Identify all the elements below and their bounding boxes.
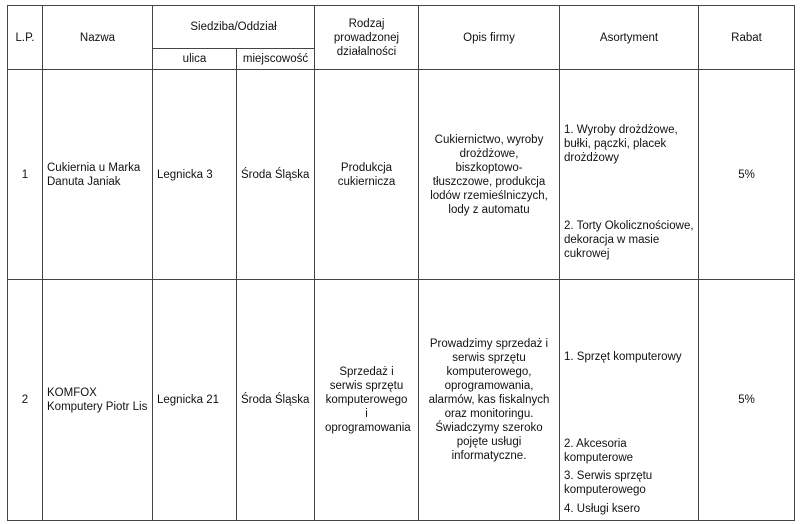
header-rabat: Rabat: [699, 6, 795, 70]
cell-opis-text: Cukiernictwo, wyroby drożdżowe, biszkoptowo-tłuszczowe, produkcja lodów rzemieślniczych, lody z automatu: [430, 133, 548, 216]
cell-rabat: 5%: [699, 280, 795, 521]
list-item: 4. Usługi ksero: [564, 503, 641, 515]
table-row: [8, 280, 795, 521]
header-siedziba: Siedziba/Oddział: [153, 6, 315, 49]
cell-ulica: Legnicka 21: [153, 280, 237, 521]
cell-opis: [419, 280, 560, 521]
header-asortyment: Asortyment: [560, 6, 699, 70]
cell-opis: [419, 70, 560, 280]
cell-rodzaj: [315, 70, 419, 280]
cell-lp: 1: [8, 70, 43, 280]
cell-rodzaj-text: Produkcja cukiernicza: [337, 161, 396, 188]
table-row: [8, 70, 795, 280]
cell-nazwa: KOMFOX Komputery Piotr Lis: [43, 280, 153, 521]
list-item: 3. Serwis sprzętu komputerowego: [564, 470, 653, 496]
header-ulica: ulica: [153, 49, 237, 70]
list-item: 1. Wyroby drożdżowe, bułki, pączki, placek drożdżowy: [564, 124, 678, 164]
header-opis: Opis firmy: [419, 6, 560, 70]
companies-table: [7, 5, 795, 521]
cell-asortyment: [560, 280, 699, 521]
list-item: 2. Torty Okolicznościowe, dekoracja w masie cukrowej: [564, 220, 694, 260]
cell-rodzaj-text: Sprzedaż i serwis sprzętu komputerowego i oprogramowania: [325, 366, 411, 434]
header-miejscowosc: miejscowość: [237, 49, 315, 70]
cell-miejscowosc: Środa Śląska: [237, 280, 315, 521]
header-rodzaj-text: Rodzaj prowadzonej działalności: [333, 17, 400, 58]
cell-nazwa: Cukiernia u Marka Danuta Janiak: [43, 70, 153, 280]
cell-miejscowosc: Środa Śląska: [237, 70, 315, 280]
cell-opis-text: Prowadzimy sprzedaż i serwis sprzętu komputerowego, oprogramowania, alarmów, kas fiskalnych oraz monitoringu. Świadczymy szeroko pojęte usługi informatyczne.: [428, 338, 550, 462]
cell-asortyment: [560, 70, 699, 280]
list-item: 2. Akcesoria komputerowe: [564, 438, 634, 464]
header-lp: L.P.: [8, 6, 43, 70]
header-nazwa: Nazwa: [43, 6, 153, 70]
asortyment-list: [560, 70, 698, 279]
cell-rabat: 5%: [699, 70, 795, 280]
list-item: 1. Sprzęt komputerowy: [564, 351, 682, 363]
cell-ulica: Legnicka 3: [153, 70, 237, 280]
header-rodzaj: [315, 6, 419, 70]
cell-rodzaj: [315, 280, 419, 521]
cell-lp: 2: [8, 280, 43, 521]
asortyment-list: [560, 280, 698, 520]
